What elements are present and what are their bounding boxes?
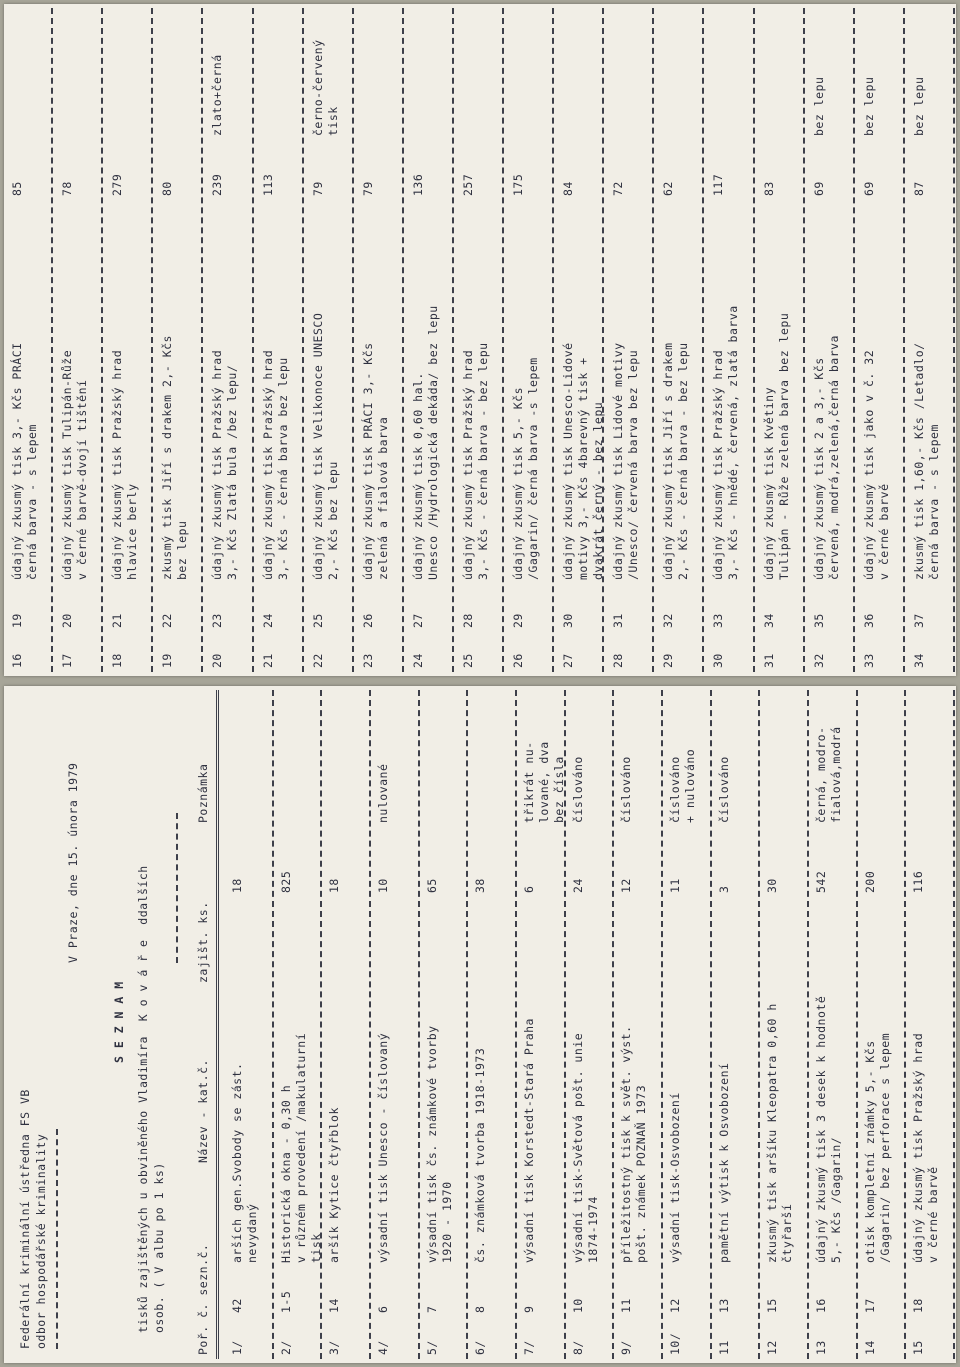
catalog-number: 13 xyxy=(716,1298,731,1313)
row-separator xyxy=(953,690,955,1359)
item-name: otisk kompletní známky 5,- Kčs /Gagarin/ bez perforace s lepem xyxy=(862,1032,892,1263)
catalog-number: 9 xyxy=(522,1305,536,1313)
quantity: 200 xyxy=(862,870,877,893)
item-name: výsadní tisk čs. známkové tvorby 1920 - 1970 xyxy=(424,1025,454,1263)
row-separator xyxy=(352,8,354,672)
row-separator xyxy=(853,8,855,672)
column-header-number: Poř. č. sezn.č. xyxy=(196,1243,210,1355)
table-row xyxy=(323,686,372,1363)
catalog-number: 17 xyxy=(862,1298,877,1313)
intro-line-2: osob. ( V albu po 1 ks) xyxy=(152,1162,166,1333)
header-rule xyxy=(216,690,219,1359)
quantity: 10 xyxy=(376,878,390,893)
catalog-number: 42 xyxy=(230,1298,244,1313)
table-row xyxy=(154,4,204,676)
row-separator xyxy=(903,8,905,672)
item-name: údajný zkusmý tisk Pražský hrad 3,- Kčs - černá barva bez lepu xyxy=(260,349,290,580)
item-name: zkusmý tisk 1,60,- Kčs /Letadlo/ černá barva - s lepem xyxy=(911,342,941,580)
table-row xyxy=(275,686,324,1363)
document-date: V Praze, dne 15. února 1979 xyxy=(66,762,80,963)
quantity: 18 xyxy=(327,878,342,893)
catalog-number: 29 xyxy=(511,613,526,628)
quantity: 78 xyxy=(60,181,75,196)
note: číslováno + nulováno xyxy=(668,748,697,823)
table-row xyxy=(4,4,54,676)
table-row xyxy=(705,4,755,676)
item-name: údajný zkusmý tisk 5,- Kčs /Gagarin/ černá barva -s lepem xyxy=(511,357,541,580)
catalog-number: 28 xyxy=(460,613,475,628)
row-number: 32 xyxy=(811,653,826,668)
row-separator xyxy=(151,8,153,672)
row-number: 8/ xyxy=(570,1340,585,1355)
catalog-number: 24 xyxy=(260,613,275,628)
row-separator xyxy=(252,8,254,672)
catalog-number: 34 xyxy=(761,613,776,628)
row-number: 13 xyxy=(814,1340,828,1355)
table-row xyxy=(355,4,405,676)
catalog-number: 6 xyxy=(376,1305,390,1313)
item-name: údajný zkusmý tisk Unesco-Lidové motivy 3,- Kčs 4barevný tisk + dvakrát černý - bez lepu xyxy=(561,342,606,580)
item-name: zkusmý tisk aršíku Kleopatra 0,60 h čtyřarší xyxy=(765,1003,795,1263)
item-name: údajný zkusmý tisk Velikonoce UNESCO 2,- Kčs bez lepu xyxy=(310,312,340,580)
document-title: S E Z N A M xyxy=(112,981,126,1063)
row-number: 5/ xyxy=(424,1340,439,1355)
catalog-number: 20 xyxy=(60,613,75,628)
item-name: údajný zkusmý tisk Jiří s drakem 2,- Kčs - černá barva - bez lepu xyxy=(661,342,691,580)
quantity: 65 xyxy=(424,878,439,893)
row-number: 19 xyxy=(160,653,175,668)
row-separator xyxy=(452,8,454,672)
table-row xyxy=(405,4,455,676)
row-number: 10/ xyxy=(668,1332,682,1355)
row-number: 20 xyxy=(210,653,225,668)
row-number: 33 xyxy=(861,653,876,668)
row-separator xyxy=(502,8,504,672)
separator xyxy=(176,813,178,963)
quantity: 83 xyxy=(761,181,776,196)
catalog-number: 21 xyxy=(110,613,125,628)
item-name: údajný zkusmý tisk Pražský hrad 3,- Kčs - hnědé, červená, zlatá barva xyxy=(711,305,741,580)
note: třikrát nu- lované, dva bez čísla xyxy=(522,741,566,823)
quantity: 175 xyxy=(511,173,526,196)
intro-line-1: tisků zajištěných u obviněného Vladimíra K o v á ř e ddalších xyxy=(136,865,150,1333)
table-row xyxy=(305,4,355,676)
quantity: 3 xyxy=(716,885,731,893)
row-number: 22 xyxy=(310,653,325,668)
row-number: 34 xyxy=(911,653,926,668)
row-separator xyxy=(51,8,53,672)
item-name: Historická okna - 0,30 h v různém provedení /makulaturní tisk xyxy=(278,1032,323,1263)
item-name: údajný zkusmý tisk Pražský hrad v černé barvě xyxy=(911,1032,941,1263)
quantity: 38 xyxy=(473,878,488,893)
catalog-number: 22 xyxy=(160,613,175,628)
table-row xyxy=(226,686,275,1363)
catalog-number: 7 xyxy=(424,1305,439,1313)
row-number: 18 xyxy=(110,653,125,668)
table-row xyxy=(859,686,908,1363)
row-number: 6/ xyxy=(473,1340,488,1355)
row-separator xyxy=(564,690,566,1359)
quantity: 84 xyxy=(561,181,576,196)
item-name: pamětní výtisk k Osvobození xyxy=(716,1062,731,1263)
item-name: údajný zkusmý tisk Pražský hrad hlavice berly xyxy=(110,349,140,580)
quantity: 257 xyxy=(460,173,475,196)
row-number: 29 xyxy=(661,653,676,668)
note: bez lepu xyxy=(861,76,876,136)
table-row xyxy=(255,4,305,676)
note: bez lepu xyxy=(911,76,926,136)
row-separator xyxy=(369,690,371,1359)
catalog-number: 32 xyxy=(661,613,676,628)
item-name: údajný zkusmý tisk Lidové motivy /Unesco/ červená barva bez lepu xyxy=(611,342,641,580)
row-number: 14 xyxy=(862,1340,877,1355)
row-number: 4/ xyxy=(376,1340,390,1355)
quantity: 24 xyxy=(570,878,585,893)
catalog-number: 1-5 xyxy=(278,1290,293,1313)
row-separator xyxy=(101,8,103,672)
quantity: 69 xyxy=(811,181,826,196)
table-row xyxy=(761,686,810,1363)
row-separator xyxy=(612,690,614,1359)
table-row xyxy=(104,4,154,676)
row-separator xyxy=(753,8,755,672)
note: číslováno xyxy=(619,756,634,823)
row-separator xyxy=(201,8,203,672)
catalog-number: 36 xyxy=(861,613,876,628)
quantity: 136 xyxy=(410,173,425,196)
row-number: 2/ xyxy=(278,1340,293,1355)
row-number: 31 xyxy=(761,653,776,668)
row-number: 9/ xyxy=(619,1340,634,1355)
note: nulované xyxy=(376,763,390,823)
quantity: 85 xyxy=(10,181,24,196)
column-header-name: Název - kat.č. xyxy=(196,1059,210,1163)
row-separator xyxy=(807,690,809,1359)
catalog-number: 33 xyxy=(711,613,726,628)
catalog-number: 30 xyxy=(561,613,576,628)
quantity: 62 xyxy=(661,181,676,196)
table-row xyxy=(54,4,104,676)
row-separator xyxy=(710,690,712,1359)
item-name: údajný zkusmý tisk 0,60 hal. Unesco /Hydrologická dekáda/ bez lepu xyxy=(410,305,440,580)
row-separator xyxy=(302,8,304,672)
item-name: údajný zkusmý tisk Tulipán-Růže v černé barvě-dvojí tištění xyxy=(60,349,90,580)
table-row xyxy=(555,4,605,676)
table-row xyxy=(713,686,762,1363)
catalog-number: 18 xyxy=(911,1298,926,1313)
row-separator xyxy=(515,690,517,1359)
row-separator xyxy=(652,8,654,672)
rotated-table-page2 xyxy=(4,4,956,676)
table-row xyxy=(505,4,555,676)
item-name: údajný zkusmý tisk jako v č. 32 v černé barvě xyxy=(861,349,891,580)
separator xyxy=(56,1129,58,1349)
row-number: 25 xyxy=(460,653,475,668)
org-line-1: Federální kriminální ústředna FS VB xyxy=(18,1089,32,1349)
row-separator xyxy=(320,690,322,1359)
row-separator xyxy=(418,690,420,1359)
item-name: údajný zkusmý tisk 3 desek k hodnotě 5,- Kčs /Gagarin/ xyxy=(814,995,843,1263)
table-row xyxy=(756,4,806,676)
row-number: 1/ xyxy=(230,1340,244,1355)
table-row xyxy=(421,686,470,1363)
quantity: 18 xyxy=(230,878,244,893)
item-name: zkusmý tisk Jiří s drakem 2,- Kčs bez lepu xyxy=(160,335,190,580)
catalog-number: 37 xyxy=(911,613,926,628)
quantity: 80 xyxy=(160,181,175,196)
table-row xyxy=(567,686,616,1363)
item-name: údajný zkusmý tisk Pražský hrad 3,- Kčs Zlatá bula /bez lepu/ xyxy=(210,349,240,580)
row-number: 28 xyxy=(611,653,626,668)
quantity: 113 xyxy=(260,173,275,196)
catalog-number: 26 xyxy=(360,613,375,628)
row-number: 15 xyxy=(911,1340,926,1355)
item-name: příležitostný tisk k svět. výst. pošt. známek POZNAŇ 1973 xyxy=(619,1025,649,1263)
item-name: údajný zkusmý tisk 2 a 3,- Kčs červená, modrá,zelená,černá barva xyxy=(811,335,841,580)
row-separator xyxy=(702,8,704,672)
table-row xyxy=(204,4,254,676)
catalog-number: 8 xyxy=(473,1305,488,1313)
catalog-number: 19 xyxy=(10,613,24,628)
table-row xyxy=(469,686,518,1363)
row-separator xyxy=(602,8,604,672)
quantity: 12 xyxy=(619,878,634,893)
quantity: 72 xyxy=(611,181,626,196)
note: zlato+černá xyxy=(210,54,225,136)
table-row xyxy=(906,4,956,676)
row-number: 23 xyxy=(360,653,375,668)
column-header-note: Poznámka xyxy=(196,763,210,823)
item-name: arších gen.Svobody se zást. nevydaný xyxy=(230,1062,259,1263)
table-row xyxy=(806,4,856,676)
item-name: údajný zkusmý tisk Květiny Tulipán - Růže zelená barva bez lepu xyxy=(761,312,791,580)
catalog-number: 23 xyxy=(210,613,225,628)
row-separator xyxy=(466,690,468,1359)
catalog-number: 31 xyxy=(611,613,626,628)
row-number: 27 xyxy=(561,653,576,668)
item-name: údajný zkusmý tisk PRÁCI 3,- Kčs zelená a fialová barva xyxy=(360,342,390,580)
table-row xyxy=(372,686,421,1363)
table-row xyxy=(810,686,859,1363)
note: černo-červený tisk xyxy=(310,39,340,136)
catalog-number: 16 xyxy=(814,1298,828,1313)
item-name: výsadní tisk-Osvobození xyxy=(668,1092,682,1263)
note: černá, modro- fialová,modrá xyxy=(814,726,843,823)
quantity: 79 xyxy=(360,181,375,196)
row-number: 17 xyxy=(60,653,75,668)
row-number: 30 xyxy=(711,653,726,668)
quantity: 117 xyxy=(711,173,726,196)
quantity: 79 xyxy=(310,181,325,196)
quantity: 116 xyxy=(911,870,926,893)
row-separator xyxy=(758,690,760,1359)
org-line-2: odbor hospodářské kriminality xyxy=(34,1133,48,1349)
item-name: údajný zkusmý tisk Pražský hrad 3,- Kčs - černá barva - bez lepu xyxy=(460,342,490,580)
row-separator xyxy=(904,690,906,1359)
row-number: 11 xyxy=(716,1340,731,1355)
quantity: 69 xyxy=(861,181,876,196)
item-name: údajný zkusmý tisk 3,- Kčs PRÁCI černá barva - s lepem xyxy=(10,342,39,580)
quantity: 825 xyxy=(278,870,293,893)
table-row xyxy=(907,686,956,1363)
table-row xyxy=(615,686,664,1363)
row-separator xyxy=(856,690,858,1359)
catalog-number: 35 xyxy=(811,613,826,628)
catalog-number: 14 xyxy=(327,1298,342,1313)
catalog-number: 11 xyxy=(619,1298,634,1313)
row-number: 12 xyxy=(765,1340,780,1355)
note: číslováno xyxy=(716,756,731,823)
item-name: výsadní tisk Korstedt-Stará Praha xyxy=(522,1018,536,1263)
row-separator xyxy=(953,8,955,672)
row-separator xyxy=(803,8,805,672)
catalog-number: 15 xyxy=(765,1298,780,1313)
quantity: 30 xyxy=(765,878,780,893)
note: číslováno xyxy=(570,756,585,823)
table-row xyxy=(856,4,906,676)
quantity: 6 xyxy=(522,885,536,893)
row-number: 26 xyxy=(511,653,526,668)
catalog-number: 27 xyxy=(410,613,425,628)
table-row xyxy=(455,4,505,676)
row-number: 21 xyxy=(260,653,275,668)
document-page-first xyxy=(4,686,956,1363)
note: bez lepu xyxy=(811,76,826,136)
column-header-quantity: zajišt. ks. xyxy=(196,901,210,983)
quantity: 239 xyxy=(210,173,225,196)
item-name: výsadní tisk Unesco - číslovaný xyxy=(376,1032,390,1263)
quantity: 542 xyxy=(814,870,828,893)
item-name: aršík Kytice čtyřblok xyxy=(327,1107,342,1263)
item-name: čs. známková tvorba 1918-1973 xyxy=(473,1047,488,1263)
row-separator xyxy=(552,8,554,672)
row-separator xyxy=(272,690,274,1359)
table-row xyxy=(664,686,713,1363)
row-number: 3/ xyxy=(327,1340,342,1355)
row-separator xyxy=(402,8,404,672)
item-name: výsadní tisk-Světová pošt. unie 1874-1974 xyxy=(570,1032,600,1263)
rotated-table-page1 xyxy=(4,686,956,1363)
catalog-number: 25 xyxy=(310,613,325,628)
quantity: 11 xyxy=(668,878,682,893)
table-row xyxy=(655,4,705,676)
row-separator xyxy=(661,690,663,1359)
catalog-number: 12 xyxy=(668,1298,682,1313)
document-page-continuation xyxy=(4,4,956,676)
row-number: 16 xyxy=(10,653,24,668)
catalog-number: 10 xyxy=(570,1298,585,1313)
table-row xyxy=(518,686,567,1363)
quantity: 279 xyxy=(110,173,125,196)
row-number: 24 xyxy=(410,653,425,668)
row-number: 7/ xyxy=(522,1340,536,1355)
quantity: 87 xyxy=(911,181,926,196)
table-row xyxy=(605,4,655,676)
